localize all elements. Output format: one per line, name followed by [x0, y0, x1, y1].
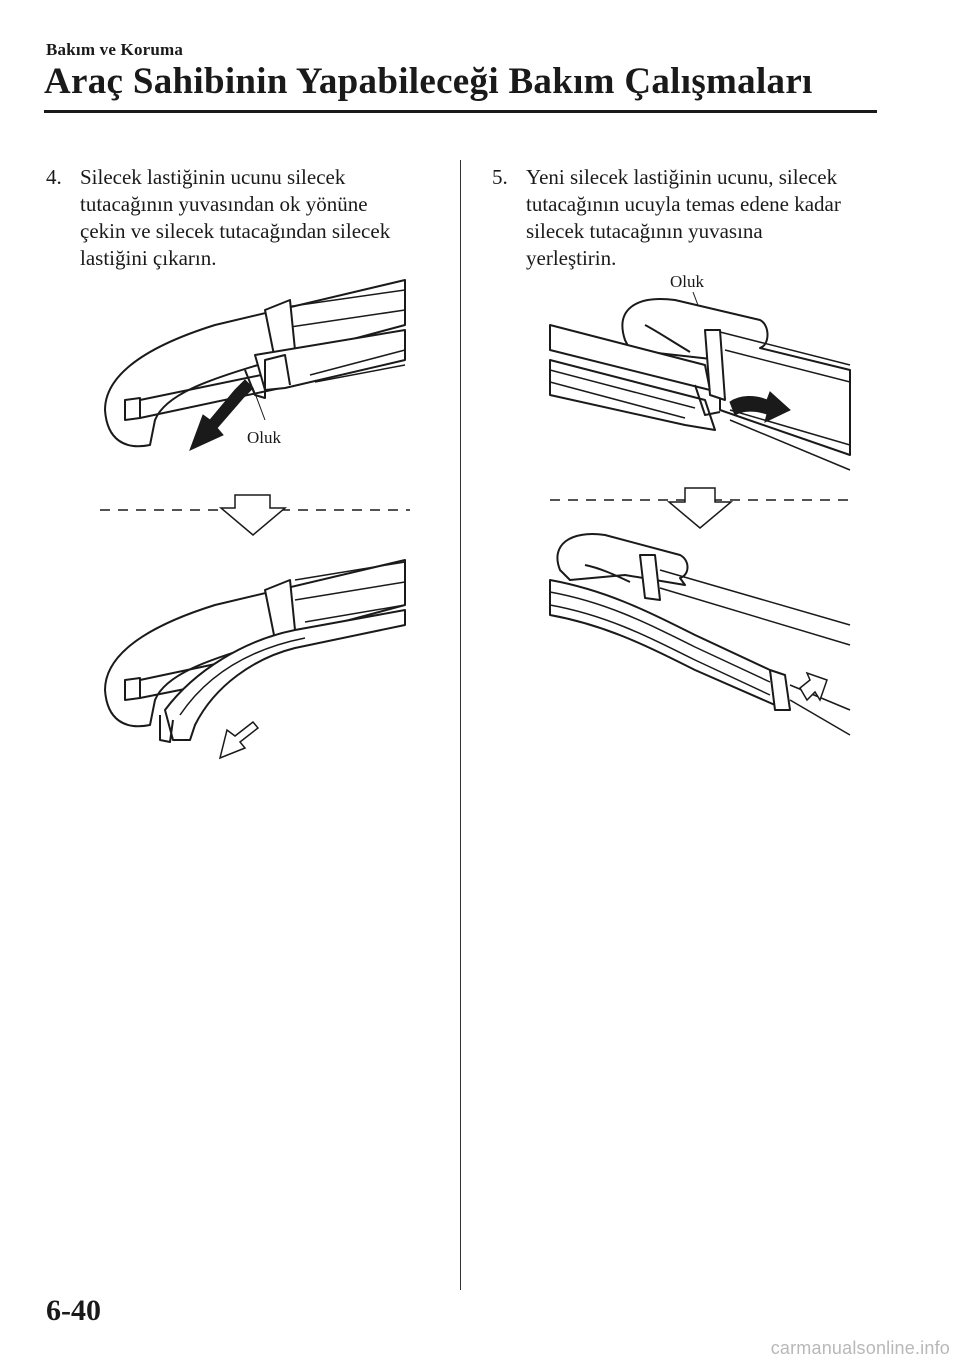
step-line: tutacağının ucuyla temas edene kadar — [526, 192, 841, 216]
title-rule — [44, 110, 877, 113]
watermark: carmanualsonline.info — [770, 1338, 950, 1358]
column-divider — [460, 160, 461, 1290]
step-number: 4. — [46, 165, 62, 189]
page-number: 6-40 — [46, 1294, 101, 1327]
wiper-removal-illustration — [95, 270, 415, 770]
pull-arrow-outline-icon — [220, 722, 258, 758]
step-line: Yeni silecek lastiğinin ucunu, silecek — [526, 165, 838, 189]
down-arrow-icon — [669, 488, 731, 528]
step-line: Silecek lastiğinin ucunu silecek — [80, 165, 346, 189]
step-line: yerleştirin. — [526, 246, 617, 270]
page-title: Araç Sahibinin Yapabileceği Bakım Çalışmaları — [44, 61, 813, 102]
seated-arrow-outline-icon — [800, 673, 827, 700]
pull-arrow-icon — [190, 380, 253, 450]
step-line: çekin ve silecek tutacağından silecek — [80, 219, 391, 243]
down-arrow-icon — [221, 495, 285, 535]
step-line: lastiğini çıkarın. — [80, 246, 217, 270]
wiper-blade-top — [550, 299, 850, 470]
step-line: silecek tutacağının yuvasına — [526, 219, 763, 243]
step-text — [80, 164, 420, 272]
wiper-blade-bottom — [550, 534, 850, 735]
step-number: 5. — [492, 165, 508, 189]
oluk-label: Oluk — [247, 428, 281, 447]
section-label: Bakım ve Koruma — [46, 40, 184, 59]
wiper-install-illustration — [545, 270, 855, 750]
wiper-blade-top — [105, 280, 405, 446]
oluk-label: Oluk — [670, 272, 704, 291]
step-text — [526, 164, 866, 272]
wiper-blade-bottom — [105, 560, 405, 742]
step-line: tutacağının yuvasından ok yönüne — [80, 192, 368, 216]
